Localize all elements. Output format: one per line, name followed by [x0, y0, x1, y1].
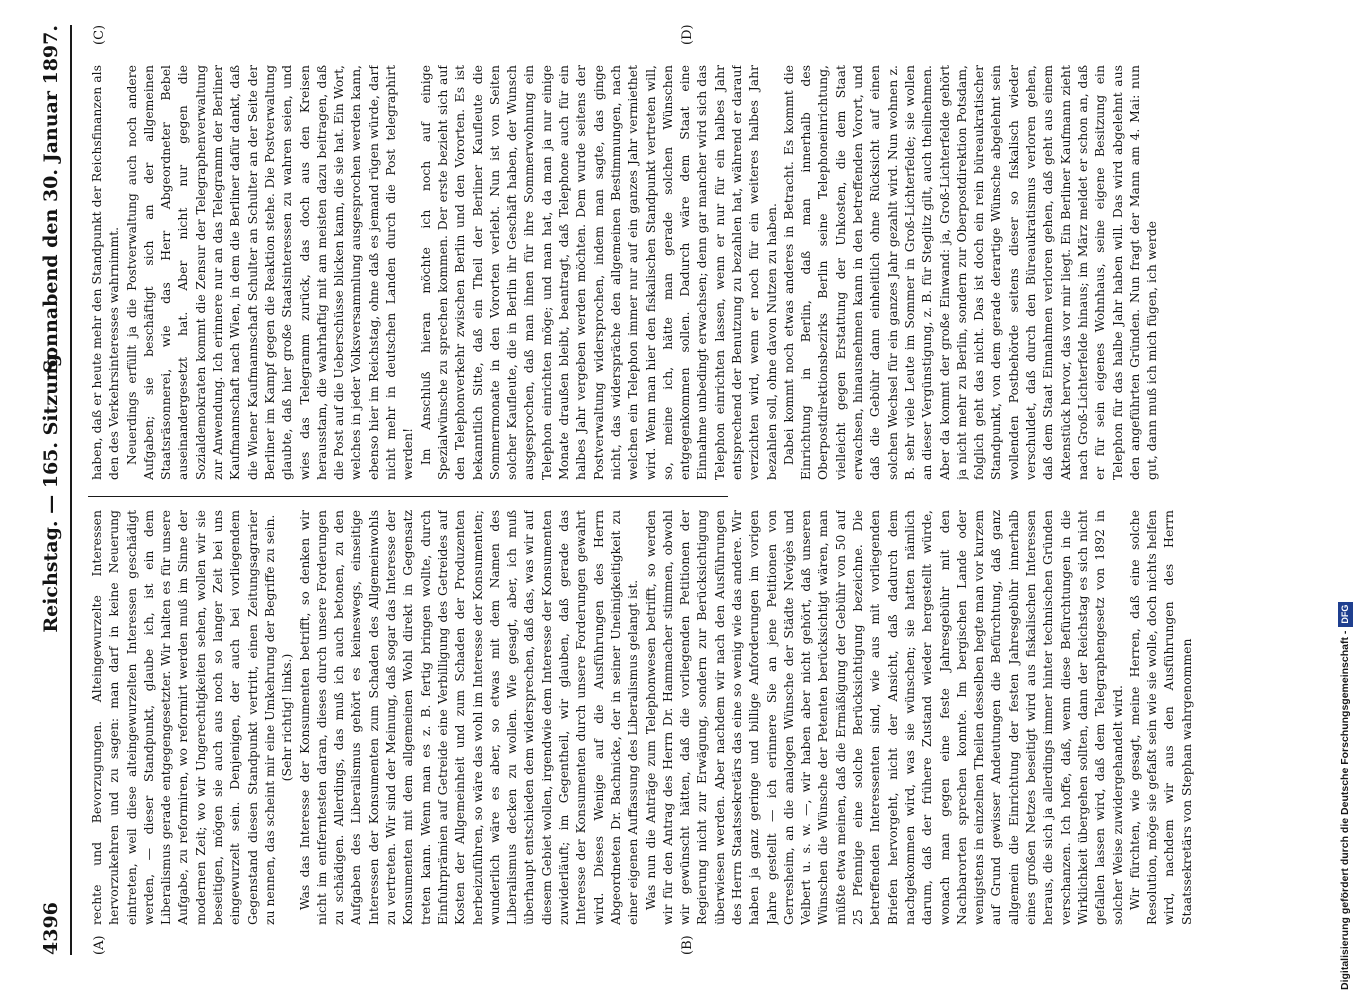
paragraph: rechte und Bevorzugungen. Alteingewurzelte Interessen hervorzukehren und zu sagen: man darf in keine Neuerung eintreten, weil diese alteingewurzelten Interessen geschädigt werden, — dieser Standpunkt, glaube ich, ist ein dem Liberalismus gerade entgegengesetzter. Wir halten es für unsere Aufgabe, zu reformiren, wo reformirt werden muß im Sinne der modernen Zeit; wo wir Ungerechtigkeiten sehen, wollen wir sie beseitigen, mögen sie auch aus noch so langer Zeit bei uns eingewurzelt sein. Denjenigen, der auch bei vorliegendem Gegenstand diesen Standpunkt vertritt, einen Zeitungsagrarier zu nennen, das scheint mir eine Umkehrung der Begriffe zu sein. [89, 510, 277, 925]
digitization-note [1338, 0, 1353, 1000]
interjection: (Sehr richtig! links.) [279, 653, 295, 782]
right-column [88, 65, 1248, 480]
page-number: 4396 [40, 902, 62, 955]
marker-c: (C) [92, 24, 107, 45]
paragraph: Im Anschluß hieran möchte ich noch auf einige Spezialwünsche zu sprechen kommen. Der erste bezieht sich auf den Telephonverkehr zwischen Berlin und den Vororten. Es ist bekanntlich Sitte, daß ein Theil der Berliner Kaufleute die Sommermonate in den Vororten verlebt. Nun ist von Seiten solcher Kaufleute, die in Berlin ihr Geschäft haben, der Wunsch ausgesprochen, daß man ihnen für ihre Sommerwohnung ein Telephon einrichten möge; und man hat, da man ja nur einige Monate draußen bleibt, beantragt, daß Telephone auch für ein halbes Jahr vergeben werden möchten. Dem wurde seitens der Postverwaltung widersprochen, indem man sagte, das ginge nicht, das widerspräche den allgemeinen Bestimmungen, nach welchen ein Telephon immer nur auf ein ganzes Jahr vermiethet wird. Wenn man hier den fiskalischen Standpunkt vertreten will, so, meine ich, hätte man gerade solchen Wünschen entgegenkommen sollen. Dadurch wäre dem Staat eine Einnahme unbedingt erwachsen; denn gar mancher wird sich das Telephon einrichten lassen, wenn er nur für ein halbes Jahr entsprechend der Benutzung zu bezahlen hat, während er darauf verzichten wird, wenn er noch für ein weiteres halbes Jahr bezahlen soll, ohne davon Nutzen zu haben. [417, 65, 779, 480]
marker-d: (D) [680, 24, 695, 45]
column-divider [88, 496, 728, 497]
digitization-text: Digitalisierung gefördert durch die Deutsche Forschungsgemeinschaft - [1339, 630, 1351, 990]
paragraph: Wir fürchten, wie gesagt, meine Herren, daß eine solche Resolution, möge sie gefaßt sein wie sie wolle, doch nichts helfen wird, nachdem wir aus den Ausführungen des Herrn Staatssekretärs von Stephan wahrgenommen [1126, 510, 1194, 925]
left-column [88, 510, 1248, 925]
paragraph: Was nun die Anträge zum Telephonwesen betrifft, so werden wir für den Antrag des Herrn Dr. Hammacher stimmen, obwohl wir gewünscht hätten, daß die vorliegenden Petitionen der Regierung nicht zur Erwägung, sondern zur Berücksichtigung überwiesen werden. Aber nachdem wir nach den Ausführungen des Herrn Staatssekretärs das eine so wenig wie das andere. Wir haben ja ganz geringe und billige Anforderungen im vorigen Jahre gestellt — ich erinnere Sie an jene Petitionen von Gerresheim, an die analogen Wünsche der Städte Nevigès und Velbert u. s. w. —, wir haben aber nicht gehört, daß unseren Wünschen die Wünsche der Petenten berücksichtigt wären, man müßte etwa meinen, daß die Ermäßigung der Gebühr von 50 auf 25 Pfennige eine solche Berücksichtigung bezeichne. Die betreffenden Interessenten sind, wie aus mit vorliegenden Briefen hervorgeht, nicht der Ansicht, daß dadurch dem nachgekommen wird, was sie wünschen; sie hatten nämlich darum, daß der frühere Zustand wieder hergestellt würde, wonach man gegen eine feste Jahresgebühr mit den Nachbarorten sprechen konnte. Im bergischen Lande oder wenigstens in einzelnen Theilen desselben hegte man vor kurzem auf Grund gewisser Andeutungen die Befürchtung, daß ganz allgemein die Einrichtung der festen Jahresgebühr innerhalb eines großen Netzes beseitigt wird aus fiskalischen Interessen heraus, die sich ja allerdings immer hinter technischen Gründen verschanzen. Ich hoffe, daß, wenn diese Befürchtungen in die Wirklichkeit übergehen sollten, dann der Reichstag es sich nicht gefallen lassen wird, daß dem Telegraphengesetz von 1892 in solcher Weise zuwidergehandelt wird. [642, 510, 1125, 925]
session-date: Sonnabend den 30. Januar 1897. [40, 25, 62, 374]
marker-a: (A) [92, 935, 107, 955]
paragraph: Dabei kommt noch etwas anderes in Betracht. Es kommt die Einrichtung in Berlin, daß man innerhalb des Oberpostdirektionsbezirks Berlin seine Telephoneinrichtung, vielleicht gegen Erstattung der Unkosten, die dem Staat erwachsen, hinausnehmen kann in den betreffenden Vorort, und daß die Gebühr dann einheitlich ohne Rücksicht auf einen solchen Wechsel für ein ganzes Jahr gezahlt wird. Nun wohnen z. B. sehr viele Leute im Sommer in Groß-Lichterfelde; sie wollen an dieser Vergünstigung, z. B. für Steglitz gilt, auch theilnehmen. Aber da kommt der große Einwand: ja, Groß-Lichterfelde gehört ja nicht mehr zu Berlin, sondern zur Oberpostdirektion Potsdam, folglich geht das nicht. Das ist doch ein rein büreaukratischer Standpunkt, von dem gerade derartige Wünsche abgelehnt sein wollenden Postbehörde seitens dieser so fiskalisch wieder verschuldet, daß durch den Büreaukratismus verloren gehen, daß dem Staat Einnahmen verloren gehen, daß geht aus einem Aktenstück hervor, das vor mir liegt. Ein Berliner Kaufmann zieht nach Groß-Lichterfelde hinaus; im März meldet er schon an, daß er für sein eigenes Wohnhaus, seine eigene Besitzung ein Telephon für das halbe Jahr haben will. Das wird abgelehnt aus den angeführten Gründen. Nun fragt der Mann am 4. Mai: nun gut, dann muß ich mich fügen, ich werde [780, 65, 1160, 480]
session-title: Reichstag. — 165. Sitzung. [40, 347, 62, 633]
marker-b: (B) [680, 935, 695, 955]
paragraph: Was das Interesse der Konsumenten betrifft, so denken wir nicht im entferntesten daran, dieses durch unsere Forderungen zu schädigen. Allerdings, das muß ich auch betonen, zu den Aufgaben des Liberalismus gehört es keineswegs, einseitige Interessen der Konsumenten zum Schaden des Allgemeinwohls zu vertreten. Wir sind der Meinung, daß sogar das Interesse der Konsumenten mit dem allgemeinen Wohl direkt in Gegensatz treten kann. Wenn man es z. B. fertig bringen wollte, durch Einfuhrprämien auf Getreide eine Verbilligung des Getreides auf Kosten der Allgemeinheit und zum Schaden der Produzenten herbeizuführen, so wäre das wohl im Interesse der Konsumenten; wunderlich wäre es aber, so etwas mit dem Namen des Liberalismus decken zu wollen. Wie gesagt, aber, ich muß überhaupt entschieden dem widersprechen, daß das, was wir auf diesem Gebiet wollen, irgendwie dem Interesse der Konsumenten zuwiderläuft; im Gegentheil, wir glauben, daß gerade das Interesse der Konsumenten durch unsere Forderungen gewahrt wird. Dieses Wenige auf die Ausführungen des Herrn Abgeordneten Dr. Bachnicke, der in seiner Uneinigkeitigkeit zu einer eigenen Auffassung des Liberalismus gelangt ist. [296, 510, 641, 925]
page-header [30, 25, 72, 955]
dfg-logo: DFG [1338, 602, 1353, 627]
paragraph: Neuerdings erfüllt ja die Postverwaltung auch noch andere Aufgaben; sie beschäftigt sich an der allgemeinen Staatsräsonnerei, wie das Herr Abgeordneter Bebel auseinandergesetzt hat. Aber nicht nur gegen die Sozialdemokraten kommt die Zensur der Telegraphenverwaltung zur Anwendung. Ich erinnere nur an das Telegramm der Berliner Kaufmannschaft nach Wien, in dem die Berliner dafür dankt, daß die Wiener Kaufmannschaft Schulter an Schulter an der Seite der Berliner im Kampf gegen die Reaktion stehe. Die Postverwaltung glaubte, daß hier große Staatsinteressen zu wahren seien, und wies das Telegramm zurück, das doch aus den Kreisen herausstam, die wahrhaftig mit am meisten dazu beitragen, daß die Post auf die Ueberschüsse blicken kann, die sie hat. Ein Wort, welches in jeder Volksversammlung ausgesprochen werden kann, ebenso hier im Reichstag, ohne daß es jemand rügen würde, darf nicht mehr in deutschen Landen durch die Post telegraphirt werden! [123, 65, 416, 480]
paragraph: haben, daß er heute mehr den Standpunkt der Reichsfinanzen als den des Verkehrsinteresses wahrnimmt. [89, 65, 122, 480]
